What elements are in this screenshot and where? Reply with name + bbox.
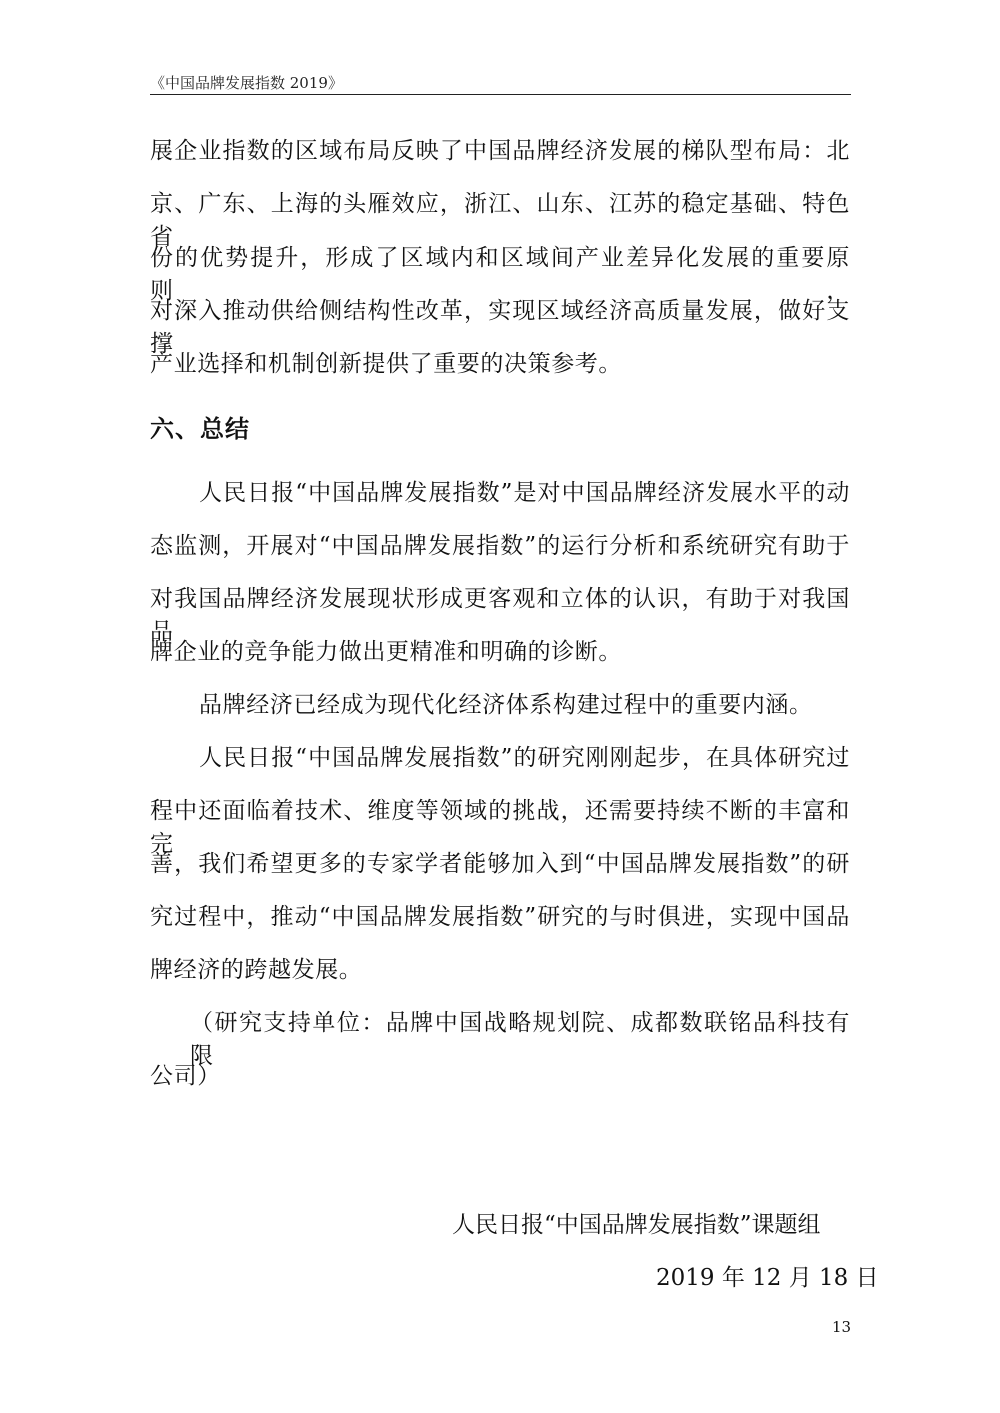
paragraph-line: 人民日报“中国品牌发展指数”是对中国品牌经济发展水平的动: [199, 480, 850, 506]
paragraph-line: 程中还面临着技术、维度等领域的挑战，还需要持续不断的丰富和完: [150, 798, 850, 857]
paragraph-line: 人民日报“中国品牌发展指数”的研究刚刚起步，在具体研究过: [199, 745, 850, 771]
paragraph-line: 牌企业的竞争能力做出更精准和明确的诊断。: [150, 639, 622, 665]
paragraph-line: 究过程中，推动“中国品牌发展指数”研究的与时俱进，实现中国品: [150, 904, 850, 930]
signature-date: 2019 年 12 月 18 日: [656, 1265, 879, 1291]
page-number: 13: [832, 1318, 852, 1336]
paragraph-line: 公司）: [150, 1063, 221, 1089]
paragraph-line: 京、广东、上海的头雁效应，浙江、山东、江苏的稳定基础、特色省: [150, 191, 850, 250]
paragraph-line: 展企业指数的区域布局反映了中国品牌经济发展的梯队型布局：北: [150, 138, 850, 164]
paragraph-line: 品牌经济已经成为现代化经济体系构建过程中的重要内涵。: [199, 692, 813, 718]
signature-group: 人民日报“中国品牌发展指数”课题组: [452, 1212, 821, 1238]
running-header: 《中国品牌发展指数 2019》: [150, 74, 343, 92]
paragraph-line: 对我国品牌经济发展现状形成更客观和立体的认识，有助于对我国品: [150, 586, 850, 645]
paragraph-line: 善，我们希望更多的专家学者能够加入到“中国品牌发展指数”的研: [150, 851, 850, 877]
header-rule: [150, 94, 851, 95]
paragraph-line: 对深入推动供给侧结构性改革，实现区域经济高质量发展，做好支撑: [150, 298, 850, 357]
paragraph-line: 态监测，开展对“中国品牌发展指数”的运行分析和系统研究有助于: [150, 533, 850, 559]
section-heading: 六、总结: [150, 414, 250, 443]
paragraph-line: 份的优势提升，形成了区域内和区域间产业差异化发展的重要原则，: [150, 245, 850, 304]
paragraph-line: 产业选择和机制创新提供了重要的决策参考。: [150, 351, 622, 377]
paragraph-line: （研究支持单位：品牌中国战略规划院、成都数联铭品科技有限: [190, 1010, 850, 1069]
paragraph-line: 牌经济的跨越发展。: [150, 957, 363, 983]
